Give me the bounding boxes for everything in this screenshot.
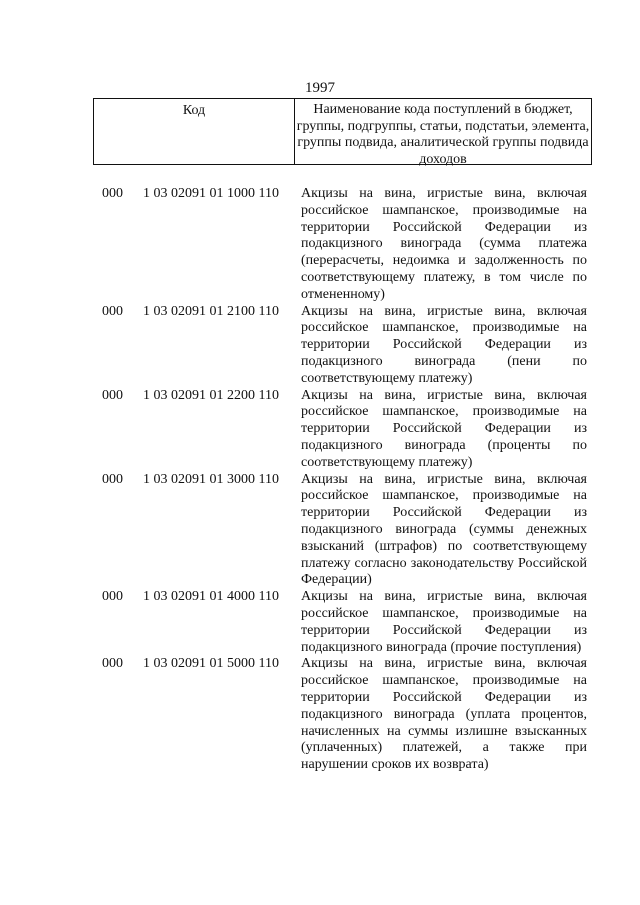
row-admin-code: 000 <box>102 303 123 319</box>
table-row <box>0 472 640 590</box>
row-description: Акцизы на вина, игристые вина, включая российское шампанское, производимые на территории Российской Федерации из подакцизного винограда (проценты по соответствующему платежу) <box>301 387 587 470</box>
table-row <box>0 304 640 388</box>
row-description: Акцизы на вина, игристые вина, включая российское шампанское, производимые на территории Российской Федерации из подакцизного винограда (уплата процентов, начисленных на суммы излишне взысканных (уплаченных) платежей, а также при нарушении сроков их возврата) <box>301 656 587 773</box>
row-description: Акцизы на вина, игристые вина, включая российское шампанское, производимые на территории Российской Федерации из подакцизного винограда (пени по соответствующему платежу) <box>301 303 587 386</box>
row-budget-code: 1 03 02091 01 1000 110 <box>143 186 279 201</box>
table-row <box>0 186 640 304</box>
row-admin-code: 000 <box>102 186 123 201</box>
row-admin-code: 000 <box>102 656 123 672</box>
page-number: 1997 <box>305 80 335 96</box>
row-admin-code: 000 <box>102 589 123 605</box>
row-admin-code: 000 <box>102 471 123 487</box>
row-admin-code: 000 <box>102 387 123 403</box>
row-budget-code: 1 03 02091 01 3000 110 <box>143 471 279 487</box>
header-name-cell: Наименование кода поступлений в бюджет, группы, подгруппы, статьи, подстатьи, элемента, группы подвида, аналитической группы подвида доходов <box>296 102 590 167</box>
row-budget-code: 1 03 02091 01 4000 110 <box>143 589 279 605</box>
row-description: Акцизы на вина, игристые вина, включая российское шампанское, производимые на территории Российской Федерации из подакцизного винограда (суммы денежных взысканий (штрафов) по соответствующему платежу согласно законодательству Российской Федерации) <box>301 471 587 588</box>
header-code-cell: Код <box>94 99 295 164</box>
table-row <box>0 656 640 774</box>
row-description: Акцизы на вина, игристые вина, включая российское шампанское, производимые на территории Российской Федерации из подакцизного винограда (сумма платежа (перерасчеты, недоимка и задолженность по соответствующему платежу, в том числе по отмененному) <box>301 186 587 302</box>
row-budget-code: 1 03 02091 01 2200 110 <box>143 387 279 403</box>
table-row <box>0 589 640 656</box>
row-budget-code: 1 03 02091 01 5000 110 <box>143 656 279 672</box>
table-header <box>93 98 592 165</box>
row-description: Акцизы на вина, игристые вина, включая российское шампанское, производимые на территории Российской Федерации из подакцизного винограда (прочие поступления) <box>301 589 587 655</box>
row-budget-code: 1 03 02091 01 2100 110 <box>143 303 279 319</box>
table-row <box>0 388 640 472</box>
table-body <box>0 186 640 774</box>
